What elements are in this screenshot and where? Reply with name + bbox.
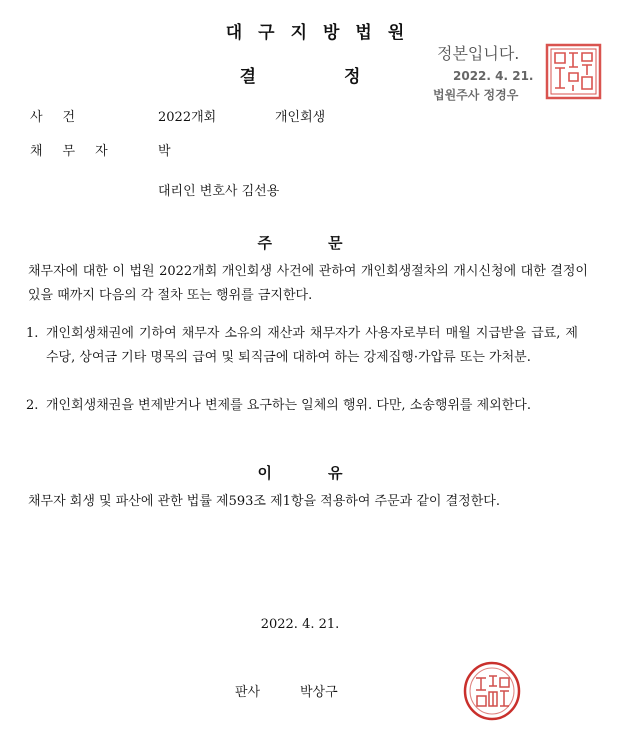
order-item-text: 개인회생채권을 변제받거나 변제를 요구하는 일체의 행위. 다만, 소송행위를 제외한다. [46, 398, 531, 413]
case-number: 2022개회 [158, 110, 217, 125]
clerk-seal-icon [545, 43, 602, 100]
order-item-number: 2. [26, 398, 39, 413]
debtor-name: 박 [158, 144, 171, 159]
judge-name: 박상구 [300, 685, 338, 700]
judge-label: 판사 [235, 685, 261, 700]
order-item [26, 394, 578, 418]
certified-copy-title: 정본입니다. [437, 44, 520, 63]
certified-copy-clerk: 법원주사 정경우 [433, 88, 519, 102]
document-kind: 결정 [239, 67, 449, 87]
decision-date: 2022. 4. 21. [260, 617, 340, 632]
case-label: 사건 [30, 110, 96, 125]
judge-seal-icon [462, 660, 522, 722]
order-intro: 채무자에 대한 이 법원 2022개회 개인회생 사건에 관하여 개인회생절차의 개시신청에 대한 결정이 있을 때까지 다음의 각 절차 또는 행위를 금지한다. [28, 264, 588, 303]
certified-copy-date: 2022. 4. 21. [453, 69, 534, 83]
debtor-label: 채무자 [30, 144, 128, 159]
reason-title: 이유 [257, 464, 399, 482]
case-name: 개인회생 [275, 110, 326, 125]
court-name: 대구지방법원 [225, 23, 421, 43]
order-item-number: 1. [26, 326, 39, 341]
order-item [26, 322, 578, 370]
order-title: 주문 [257, 234, 399, 252]
reason-text: 채무자 회생 및 파산에 관한 법률 제593조 제1항을 적용하여 주문과 같이 결정한다. [28, 494, 500, 509]
debtor-agent: 대리인 변호사 김선용 [158, 184, 280, 199]
order-item-text: 개인회생채권에 기하여 채무자 소유의 재산과 채무자가 사용자로부터 매월 지급받을 급료, 제수당, 상여금 기타 명목의 급여 및 퇴직금에 대하여 하는 강제집행·가압류 또는 가처분. [46, 326, 578, 365]
